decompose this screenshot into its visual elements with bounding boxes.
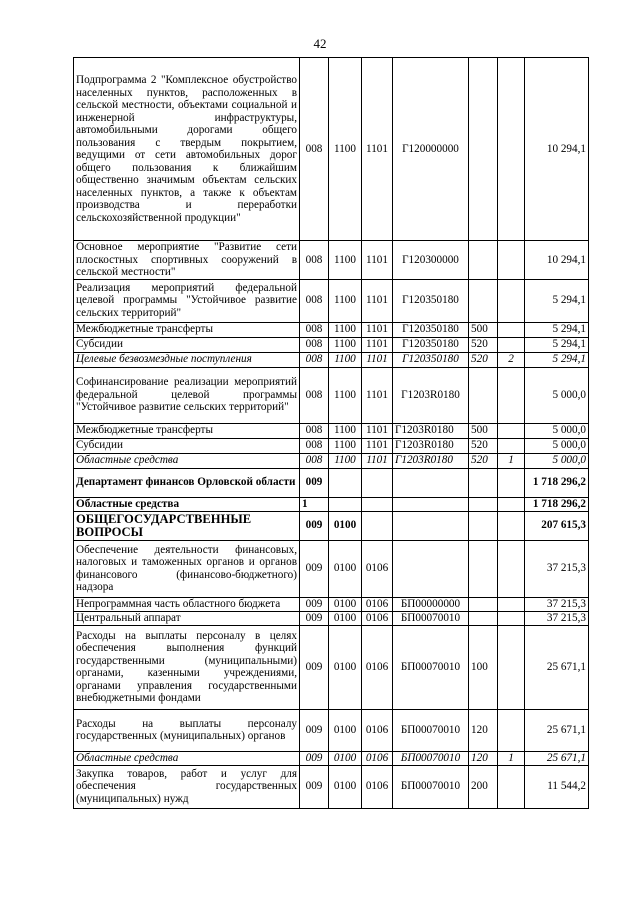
dept-code: 008 [300,322,329,337]
row-name: Субсидии [74,337,300,352]
dept-code: 008 [300,58,329,241]
expense-type-code [469,279,498,322]
expense-type-code: 500 [469,423,498,438]
funding-source-code: 1 [498,751,525,765]
funding-source-code [498,367,525,423]
amount: 10 294,1 [525,58,589,241]
table-row [74,279,589,322]
table-row [74,597,589,611]
section-code: 1100 [329,352,362,367]
section-code: 1100 [329,58,362,241]
amount: 5 000,0 [525,438,589,453]
target-article-code: Г1203R0180 [393,367,469,423]
subsection-code: 1101 [362,58,393,241]
amount: 37 215,3 [525,540,589,597]
amount: 1 718 296,2 [525,497,589,511]
expense-type-code [469,540,498,597]
funding-source-code [498,337,525,352]
expense-type-code [469,611,498,625]
target-article-code [393,511,469,540]
funding-source-code [498,279,525,322]
expense-type-code [469,497,498,511]
section-code: 1100 [329,367,362,423]
amount: 37 215,3 [525,597,589,611]
row-name: Расходы на выплаты персоналу в целях обеспечения выполнения функций государственными (муниципальными) органами, казенными учреждениями, органами управления государственными внебюджетными фондами [74,625,300,709]
amount: 10 294,1 [525,241,589,280]
row-name: Подпрограмма 2 "Комплексное обустройство населенных пунктов, расположенных в сельской местности, объектами социальной и инженерной инфраструктуры, автомобильными дорогами общего пользования с твердым покрытием, ведущими от сети автомобильных дорог общего пользования к ближайшим общественно значимым объектам сельских населенных пунктов, а также к объектам производства и переработки сельскохозяйственной продукции" [74,58,300,241]
table-row [74,497,589,511]
amount: 1 718 296,2 [525,468,589,497]
expense-type-code [469,367,498,423]
funding-source-code [498,468,525,497]
funding-source-code [498,241,525,280]
funding-source-code [498,625,525,709]
row-name: Центральный аппарат [74,611,300,625]
section-code [329,497,362,511]
funding-source-code [498,58,525,241]
row-name: Областные средства [74,497,300,511]
subsection-code: 0106 [362,611,393,625]
row-name: Софинансирование реализации мероприятий федеральной целевой программы "Устойчивое развитие сельских территорий" [74,367,300,423]
funding-source-code [498,540,525,597]
row-name: ОБЩЕГОСУДАРСТВЕННЫЕ ВОПРОСЫ [74,511,300,540]
expense-type-code: 500 [469,322,498,337]
target-article-code: БП00070010 [393,709,469,751]
funding-source-code [498,423,525,438]
subsection-code: 0106 [362,709,393,751]
expense-type-code: 520 [469,453,498,468]
table-row [74,58,589,241]
section-code: 1100 [329,241,362,280]
subsection-code: 1101 [362,367,393,423]
row-name: Межбюджетные трансферты [74,423,300,438]
dept-code: 1 [300,497,329,511]
row-name: Основное мероприятие "Развитие сети плоскостных спортивных сооружений в сельской местности" [74,241,300,280]
amount: 5 000,0 [525,453,589,468]
amount: 5 000,0 [525,367,589,423]
table-row [74,438,589,453]
amount: 11 544,2 [525,765,589,808]
target-article-code [393,468,469,497]
target-article-code: Г120000000 [393,58,469,241]
table-row [74,468,589,497]
funding-source-code: 2 [498,352,525,367]
amount: 25 671,1 [525,709,589,751]
subsection-code [362,497,393,511]
dept-code: 009 [300,765,329,808]
dept-code: 008 [300,423,329,438]
subsection-code: 0106 [362,625,393,709]
expense-type-code [469,58,498,241]
section-code: 0100 [329,511,362,540]
dept-code: 008 [300,453,329,468]
row-name: Областные средства [74,453,300,468]
amount: 5 294,1 [525,337,589,352]
section-code: 0100 [329,540,362,597]
row-name: Субсидии [74,438,300,453]
target-article-code: Г120350180 [393,279,469,322]
row-name: Целевые безвозмездные поступления [74,352,300,367]
amount: 25 671,1 [525,751,589,765]
dept-code: 009 [300,611,329,625]
page-number: 42 [313,36,327,51]
row-name: Расходы на выплаты персоналу государственных (муниципальных) органов [74,709,300,751]
dept-code: 009 [300,511,329,540]
table-row [74,625,589,709]
section-code: 1100 [329,279,362,322]
section-code: 0100 [329,709,362,751]
amount: 5 000,0 [525,423,589,438]
table-row [74,423,589,438]
amount: 37 215,3 [525,611,589,625]
funding-source-code [498,765,525,808]
budget-table [73,57,589,809]
subsection-code: 1101 [362,322,393,337]
target-article-code: Г1203R0180 [393,423,469,438]
expense-type-code [469,468,498,497]
subsection-code: 0106 [362,765,393,808]
table-row [74,337,589,352]
row-name: Межбюджетные трансферты [74,322,300,337]
target-article-code: Г1203R0180 [393,453,469,468]
row-name: Закупка товаров, работ и услуг для обеспечения государственных (муниципальных) нужд [74,765,300,808]
funding-source-code: 1 [498,453,525,468]
table-row [74,611,589,625]
target-article-code: Г120350180 [393,352,469,367]
table-row [74,453,589,468]
dept-code: 009 [300,597,329,611]
dept-code: 008 [300,337,329,352]
target-article-code [393,497,469,511]
funding-source-code [498,322,525,337]
section-code: 1100 [329,423,362,438]
dept-code: 009 [300,540,329,597]
target-article-code: БП00070010 [393,765,469,808]
target-article-code: БП00070010 [393,625,469,709]
row-name: Обеспечение деятельности финансовых, налоговых и таможенных органов и органов финансового (финансово-бюджетного) надзора [74,540,300,597]
target-article-code: БП00070010 [393,611,469,625]
table-row [74,709,589,751]
expense-type-code: 100 [469,625,498,709]
expense-type-code: 200 [469,765,498,808]
funding-source-code [498,611,525,625]
target-article-code: Г120350180 [393,322,469,337]
funding-source-code [498,709,525,751]
subsection-code: 1101 [362,352,393,367]
target-article-code: Г120300000 [393,241,469,280]
expense-type-code: 120 [469,709,498,751]
section-code: 1100 [329,322,362,337]
dept-code: 009 [300,468,329,497]
dept-code: 008 [300,438,329,453]
subsection-code: 1101 [362,453,393,468]
dept-code: 009 [300,625,329,709]
dept-code: 008 [300,279,329,322]
expense-type-code [469,241,498,280]
funding-source-code [498,597,525,611]
section-code [329,468,362,497]
subsection-code: 1101 [362,337,393,352]
table-row [74,765,589,808]
amount: 5 294,1 [525,279,589,322]
section-code: 0100 [329,625,362,709]
table-row [74,322,589,337]
expense-type-code: 520 [469,352,498,367]
target-article-code: БП00070010 [393,751,469,765]
target-article-code: Г1203R0180 [393,438,469,453]
funding-source-code [498,497,525,511]
section-code: 1100 [329,438,362,453]
expense-type-code: 520 [469,337,498,352]
table-row [74,511,589,540]
funding-source-code [498,511,525,540]
row-name: Реализация мероприятий федеральной целевой программы "Устойчивое развитие сельских территорий" [74,279,300,322]
table-row [74,367,589,423]
amount: 25 671,1 [525,625,589,709]
subsection-code [362,511,393,540]
table-row [74,751,589,765]
target-article-code: БП00000000 [393,597,469,611]
dept-code: 009 [300,751,329,765]
table-row [74,352,589,367]
subsection-code: 0106 [362,597,393,611]
subsection-code: 0106 [362,540,393,597]
subsection-code: 1101 [362,438,393,453]
subsection-code: 1101 [362,241,393,280]
amount: 5 294,1 [525,322,589,337]
section-code: 0100 [329,611,362,625]
table-row [74,540,589,597]
expense-type-code: 520 [469,438,498,453]
dept-code: 008 [300,367,329,423]
expense-type-code: 120 [469,751,498,765]
subsection-code [362,468,393,497]
row-name: Областные средства [74,751,300,765]
section-code: 1100 [329,337,362,352]
target-article-code: Г120350180 [393,337,469,352]
subsection-code: 0106 [362,751,393,765]
row-name: Непрограммная часть областного бюджета [74,597,300,611]
dept-code: 009 [300,709,329,751]
target-article-code [393,540,469,597]
subsection-code: 1101 [362,279,393,322]
dept-code: 008 [300,352,329,367]
section-code: 0100 [329,597,362,611]
section-code: 1100 [329,453,362,468]
subsection-code: 1101 [362,423,393,438]
expense-type-code [469,511,498,540]
amount: 207 615,3 [525,511,589,540]
row-name: Департамент финансов Орловской области [74,468,300,497]
table-row [74,241,589,280]
funding-source-code [498,438,525,453]
section-code: 0100 [329,751,362,765]
section-code: 0100 [329,765,362,808]
expense-type-code [469,597,498,611]
dept-code: 008 [300,241,329,280]
amount: 5 294,1 [525,352,589,367]
